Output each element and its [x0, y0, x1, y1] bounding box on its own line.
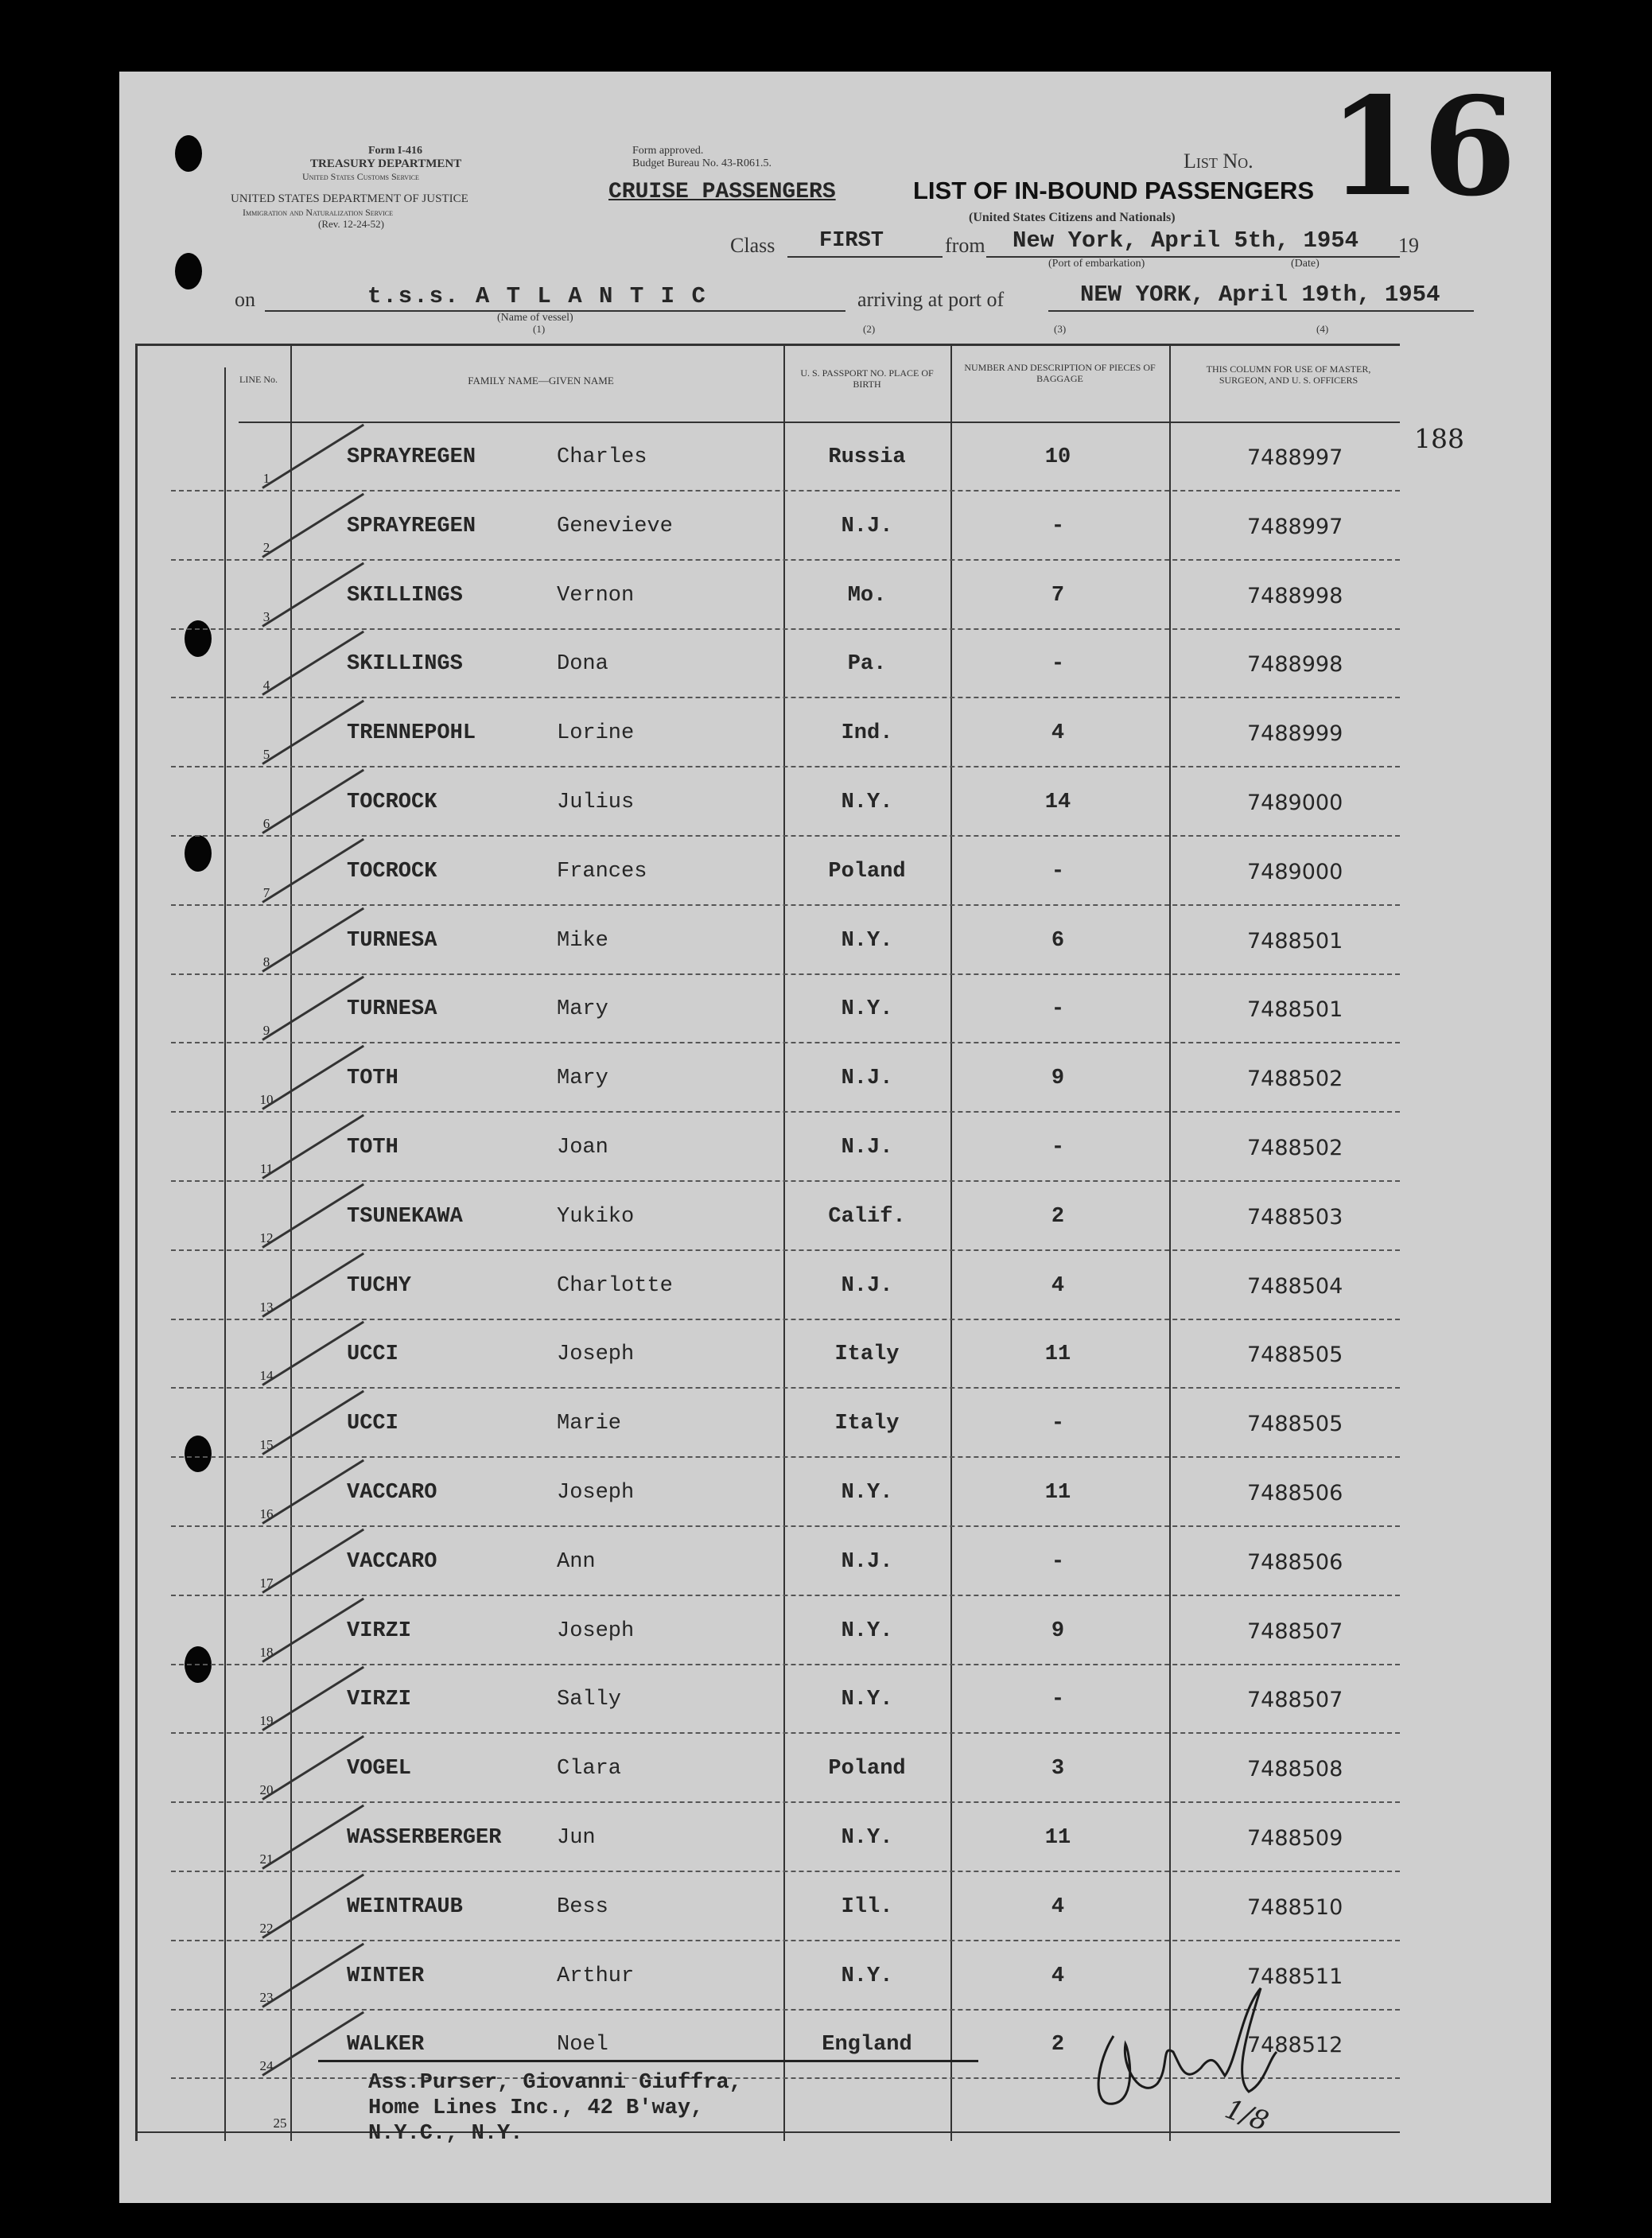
- row-divider: [171, 1042, 1400, 1043]
- header-officers: THIS COLUMN FOR USE OF MASTER, SURGEON, AND U. S. OFFICERS: [1206, 363, 1371, 386]
- place-of-birth: Ind.: [841, 721, 893, 746]
- baggage-count: -: [1051, 1136, 1065, 1160]
- line-number: 7: [262, 884, 270, 900]
- place-of-birth: N.J.: [841, 1273, 893, 1298]
- passport-number: 7488506: [1247, 1481, 1343, 1506]
- place-of-birth: N.J.: [841, 514, 893, 538]
- from-value: New York, April 5th, 1954: [1013, 227, 1359, 254]
- given-name: Ann: [557, 1549, 596, 1574]
- initials: 1/8: [1220, 2092, 1273, 2139]
- passport-number: 7488507: [1247, 1688, 1343, 1713]
- line-number: 11: [259, 1161, 274, 1176]
- row-divider: [171, 697, 1400, 698]
- header-name: FAMILY NAME—GIVEN NAME: [468, 375, 614, 387]
- family-name: TOTH: [347, 1136, 398, 1160]
- row-divider: [171, 904, 1400, 906]
- row-divider: [171, 1111, 1400, 1113]
- place-of-birth: N.Y.: [841, 1826, 893, 1850]
- on-label: on: [235, 288, 255, 311]
- given-name: Yukiko: [557, 1204, 635, 1229]
- line-number: 15: [259, 1437, 274, 1453]
- passport-number: 7489000: [1247, 859, 1343, 884]
- family-name: SKILLINGS: [347, 652, 463, 677]
- baggage-count: 2: [1051, 1204, 1065, 1229]
- passport-number: 7488997: [1247, 514, 1343, 539]
- cruise-passengers-stamp: CRUISE PASSENGERS: [608, 180, 836, 204]
- line-number: 20: [259, 1782, 274, 1798]
- line-number: 10: [259, 1092, 274, 1108]
- given-name: Joan: [557, 1136, 608, 1160]
- baggage-count: -: [1051, 1412, 1065, 1436]
- family-name: VIRZI: [347, 1618, 412, 1643]
- row-divider: [171, 973, 1400, 975]
- baggage-count: -: [1051, 514, 1065, 538]
- place-of-birth: Poland: [828, 859, 906, 884]
- baggage-count: -: [1051, 1549, 1065, 1574]
- caption-1: (1): [533, 323, 546, 335]
- year-suffix: 19: [1398, 234, 1419, 257]
- baggage-count: 10: [1044, 445, 1071, 469]
- line-number: 8: [262, 954, 270, 969]
- passport-number: 7488998: [1247, 652, 1343, 678]
- given-name: Mary: [557, 1067, 608, 1091]
- passport-number: 7488511: [1247, 1964, 1343, 1989]
- line-number-25: 25: [273, 2116, 287, 2131]
- baggage-count: -: [1051, 997, 1065, 1022]
- form-revision: (Rev. 12-24-52): [318, 218, 384, 230]
- baggage-count: 9: [1051, 1067, 1065, 1091]
- purser-line-1: Ass.Purser, Giovanni Giuffra,: [368, 2071, 742, 2095]
- passport-number: 7488508: [1247, 1757, 1343, 1782]
- given-name: Joseph: [557, 1618, 635, 1643]
- row-divider: [171, 1319, 1400, 1320]
- line-number: 4: [262, 678, 270, 694]
- margin-mark: 188: [1414, 423, 1464, 454]
- row-divider: [171, 766, 1400, 767]
- row-divider: [171, 1180, 1400, 1182]
- header-line-no: LINE No.: [239, 374, 278, 385]
- line-number: 16: [259, 1506, 274, 1521]
- family-name: VOGEL: [347, 1757, 412, 1781]
- arriving-value: NEW YORK, April 19th, 1954: [1080, 282, 1440, 308]
- row-divider: [171, 490, 1400, 492]
- place-of-birth: N.J.: [841, 1067, 893, 1091]
- port-caption: (Port of embarkation): [1048, 258, 1145, 270]
- line-number: 22: [259, 1920, 274, 1936]
- line-number: 9: [262, 1023, 270, 1039]
- passport-number: 7488505: [1247, 1342, 1343, 1368]
- family-name: SPRAYREGEN: [347, 514, 476, 538]
- punch-hole: [175, 135, 202, 172]
- form-number: Form I-416: [368, 145, 423, 157]
- family-name: TURNESA: [347, 997, 437, 1022]
- line-number: 18: [259, 1644, 274, 1660]
- vessel-name: t.s.s. A T L A N T I C: [367, 283, 707, 309]
- row-divider: [171, 1940, 1400, 1941]
- treasury-department: TREASURY DEPARTMENT: [310, 157, 462, 170]
- line-number: 19: [259, 1713, 274, 1729]
- place-of-birth: England: [822, 2033, 912, 2057]
- given-name: Jun: [557, 1826, 596, 1850]
- place-of-birth: N.Y.: [841, 1618, 893, 1643]
- baggage-count: 7: [1051, 583, 1065, 608]
- given-name: Marie: [557, 1412, 622, 1436]
- purser-line-2: Home Lines Inc., 42 B'way,: [368, 2096, 704, 2120]
- given-name: Dona: [557, 652, 608, 677]
- row-divider: [171, 1871, 1400, 1872]
- line-number: 2: [262, 539, 270, 555]
- line-number: 3: [262, 608, 270, 624]
- place-of-birth: N.J.: [841, 1549, 893, 1574]
- line-number: 17: [259, 1575, 274, 1591]
- passport-number: 7488504: [1247, 1273, 1343, 1299]
- row-divider: [171, 1595, 1400, 1596]
- place-of-birth: Poland: [828, 1757, 906, 1781]
- header-passport: U. S. PASSPORT NO. PLACE OF BIRTH: [800, 367, 934, 390]
- place-of-birth: Italy: [834, 1342, 900, 1367]
- given-name: Lorine: [557, 721, 635, 746]
- class-value: FIRST: [819, 229, 884, 253]
- given-name: Joseph: [557, 1481, 635, 1505]
- passport-number: 7488509: [1247, 1826, 1343, 1851]
- baggage-count: 9: [1051, 1618, 1065, 1643]
- date-caption: (Date): [1291, 258, 1320, 270]
- customs-service: United States Customs Service: [302, 171, 419, 182]
- punch-hole: [175, 253, 202, 289]
- place-of-birth: N.Y.: [841, 1688, 893, 1712]
- list-no-label: List No.: [1184, 150, 1254, 173]
- family-name: WEINTRAUB: [347, 1894, 463, 1919]
- passport-number: 7489000: [1247, 791, 1343, 815]
- given-name: Vernon: [557, 583, 635, 608]
- baggage-count: 11: [1044, 1481, 1071, 1505]
- caption-3: (3): [1054, 323, 1067, 335]
- place-of-birth: Mo.: [847, 583, 887, 608]
- purser-line-3: N.Y.C., N.Y.: [368, 2122, 523, 2146]
- justice-department: UNITED STATES DEPARTMENT OF JUSTICE: [231, 192, 468, 205]
- passport-number: 7488501: [1247, 928, 1343, 954]
- family-name: UCCI: [347, 1342, 398, 1367]
- line-number: 14: [259, 1368, 274, 1384]
- baggage-count: -: [1051, 652, 1065, 677]
- line-number: 6: [262, 816, 270, 831]
- passport-number: 7488510: [1247, 1894, 1343, 1920]
- baggage-count: 4: [1051, 1273, 1065, 1298]
- row-divider: [171, 559, 1400, 561]
- officer-signature: [1066, 1964, 1320, 2147]
- baggage-count: -: [1051, 859, 1065, 884]
- budget-bureau: Budget Bureau No. 43-R061.5.: [632, 157, 772, 169]
- document-subtitle: (United States Citizens and Nationals): [969, 211, 1176, 224]
- vessel-caption: (Name of vessel): [497, 312, 573, 324]
- passport-number: 7488502: [1247, 1067, 1343, 1092]
- place-of-birth: Pa.: [847, 652, 887, 677]
- given-name: Bess: [557, 1894, 608, 1919]
- given-name: Julius: [557, 791, 635, 814]
- immigration-service: Immigration and Naturalization Service: [243, 207, 394, 218]
- given-name: Mary: [557, 997, 608, 1022]
- caption-2: (2): [863, 323, 876, 335]
- document-title: LIST OF IN-BOUND PASSENGERS: [913, 177, 1315, 204]
- given-name: Frances: [557, 859, 647, 884]
- family-name: TOTH: [347, 1067, 398, 1091]
- family-name: TSUNEKAWA: [347, 1204, 463, 1229]
- family-name: WINTER: [347, 1964, 425, 1988]
- family-name: SKILLINGS: [347, 583, 463, 608]
- place-of-birth: Ill.: [841, 1894, 893, 1919]
- family-name: VACCARO: [347, 1549, 437, 1574]
- line-number: 21: [259, 1851, 274, 1867]
- given-name: Sally: [557, 1688, 622, 1712]
- from-label: from: [945, 234, 985, 257]
- line-number: 12: [259, 1230, 274, 1245]
- form-approved: Form approved.: [632, 145, 704, 157]
- caption-4: (4): [1316, 323, 1329, 335]
- family-name: TOCROCK: [347, 791, 437, 814]
- row-divider: [171, 1732, 1400, 1734]
- given-name: Noel: [557, 2033, 608, 2057]
- given-name: Arthur: [557, 1964, 635, 1988]
- given-name: Charles: [557, 445, 647, 469]
- family-name: TUCHY: [347, 1273, 412, 1298]
- row-divider: [171, 835, 1400, 837]
- place-of-birth: Calif.: [828, 1204, 906, 1229]
- place-of-birth: Italy: [834, 1412, 900, 1436]
- place-of-birth: N.Y.: [841, 1964, 893, 1988]
- row-divider: [171, 628, 1400, 630]
- line-number: 13: [259, 1299, 274, 1315]
- line-number: 5: [262, 747, 270, 763]
- baggage-count: 14: [1044, 791, 1071, 814]
- header-baggage: NUMBER AND DESCRIPTION OF PIECES OF BAGGAGE: [964, 362, 1156, 384]
- baggage-count: 6: [1051, 928, 1065, 953]
- given-name: Clara: [557, 1757, 622, 1781]
- passport-number: 7488507: [1247, 1618, 1343, 1644]
- place-of-birth: N.Y.: [841, 997, 893, 1022]
- baggage-count: 4: [1051, 1964, 1065, 1988]
- baggage-count: 4: [1051, 1894, 1065, 1919]
- row-divider: [171, 1249, 1400, 1251]
- place-of-birth: N.Y.: [841, 928, 893, 953]
- baggage-count: 11: [1044, 1826, 1071, 1850]
- baggage-count: 3: [1051, 1757, 1065, 1781]
- row-divider: [171, 1387, 1400, 1389]
- family-name: TURNESA: [347, 928, 437, 953]
- list-number: 16: [1328, 68, 1517, 227]
- place-of-birth: N.Y.: [841, 791, 893, 814]
- passport-number: 7488502: [1247, 1136, 1343, 1160]
- passport-number: 7488997: [1247, 445, 1343, 470]
- line-number: 1: [262, 471, 270, 486]
- baggage-count: 4: [1051, 721, 1065, 746]
- passport-number: 7488998: [1247, 583, 1343, 608]
- family-name: TRENNEPOHL: [347, 721, 476, 746]
- family-name: TOCROCK: [347, 859, 437, 884]
- family-name: UCCI: [347, 1412, 398, 1436]
- place-of-birth: Russia: [828, 445, 906, 469]
- arriving-label: arriving at port of: [857, 288, 1005, 311]
- given-name: Genevieve: [557, 514, 673, 538]
- given-name: Charlotte: [557, 1273, 673, 1298]
- line-number: 24: [259, 2058, 274, 2074]
- given-name: Mike: [557, 928, 608, 953]
- passport-number: 7488506: [1247, 1549, 1343, 1575]
- family-name: VIRZI: [347, 1688, 412, 1712]
- place-of-birth: N.Y.: [841, 1481, 893, 1505]
- baggage-count: 11: [1044, 1342, 1071, 1367]
- passport-number: 7488999: [1247, 721, 1343, 747]
- row-divider: [171, 1525, 1400, 1527]
- baggage-count: -: [1051, 1688, 1065, 1712]
- family-name: SPRAYREGEN: [347, 445, 476, 469]
- given-name: Joseph: [557, 1342, 635, 1367]
- class-label: Class: [730, 234, 775, 257]
- passport-number: 7488501: [1247, 997, 1343, 1023]
- row-divider: [171, 1801, 1400, 1803]
- family-name: VACCARO: [347, 1481, 437, 1505]
- row-divider: [171, 1664, 1400, 1665]
- baggage-count: 2: [1051, 2033, 1065, 2057]
- row-divider: [171, 1456, 1400, 1458]
- family-name: WALKER: [347, 2033, 425, 2057]
- passport-number: 7488505: [1247, 1412, 1343, 1437]
- passport-number: 7488503: [1247, 1204, 1343, 1230]
- passport-number: 7488512: [1247, 2033, 1343, 2058]
- place-of-birth: N.J.: [841, 1136, 893, 1160]
- family-name: WASSERBERGER: [347, 1826, 502, 1850]
- line-number: 23: [259, 1989, 274, 2005]
